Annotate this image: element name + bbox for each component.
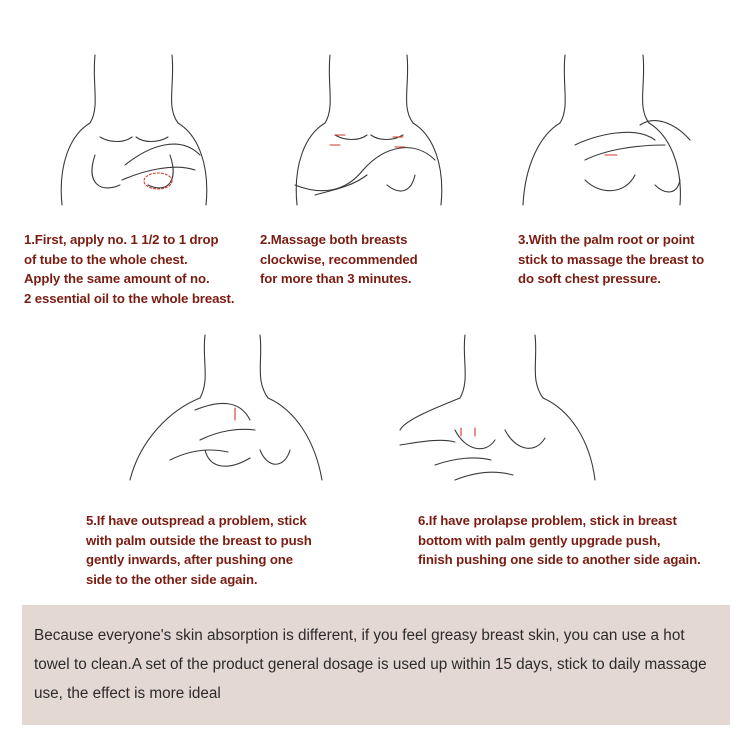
illustration-step-5 <box>110 330 340 500</box>
illustration-step-6 <box>395 330 635 500</box>
step-6-text: 6.If have prolapse problem, stick in breast bottom with palm gently upgrade push, finish pushing one side to another side again. <box>418 513 701 567</box>
step-2-text: 2.Massage both breasts clockwise, recommended for more than 3 minutes. <box>260 232 418 286</box>
note-text: Because everyone's skin absorption is different, if you feel greasy breast skin, you can use a hot towel to clean.A set of the product general dosage is used up within 15 days, stick to daily massage use, the effect is more ideal <box>34 627 707 702</box>
step-5-text: 5.If have outspread a problem, stick with palm outside the breast to push gently inwards, after pushing one side to the other side again. <box>86 513 312 587</box>
illustration-step-3 <box>505 45 705 215</box>
illustration-step-1 <box>40 45 230 215</box>
note-panel <box>22 605 730 725</box>
step-3-text: 3.With the palm root or point stick to massage the breast to do soft chest pressure. <box>518 232 705 286</box>
step-1-text: 1.First, apply no. 1 1/2 to 1 drop of tube to the whole chest. Apply the same amount of no. 2 essential oil to the whole breast. <box>24 232 235 306</box>
illustration-step-2 <box>275 45 465 215</box>
